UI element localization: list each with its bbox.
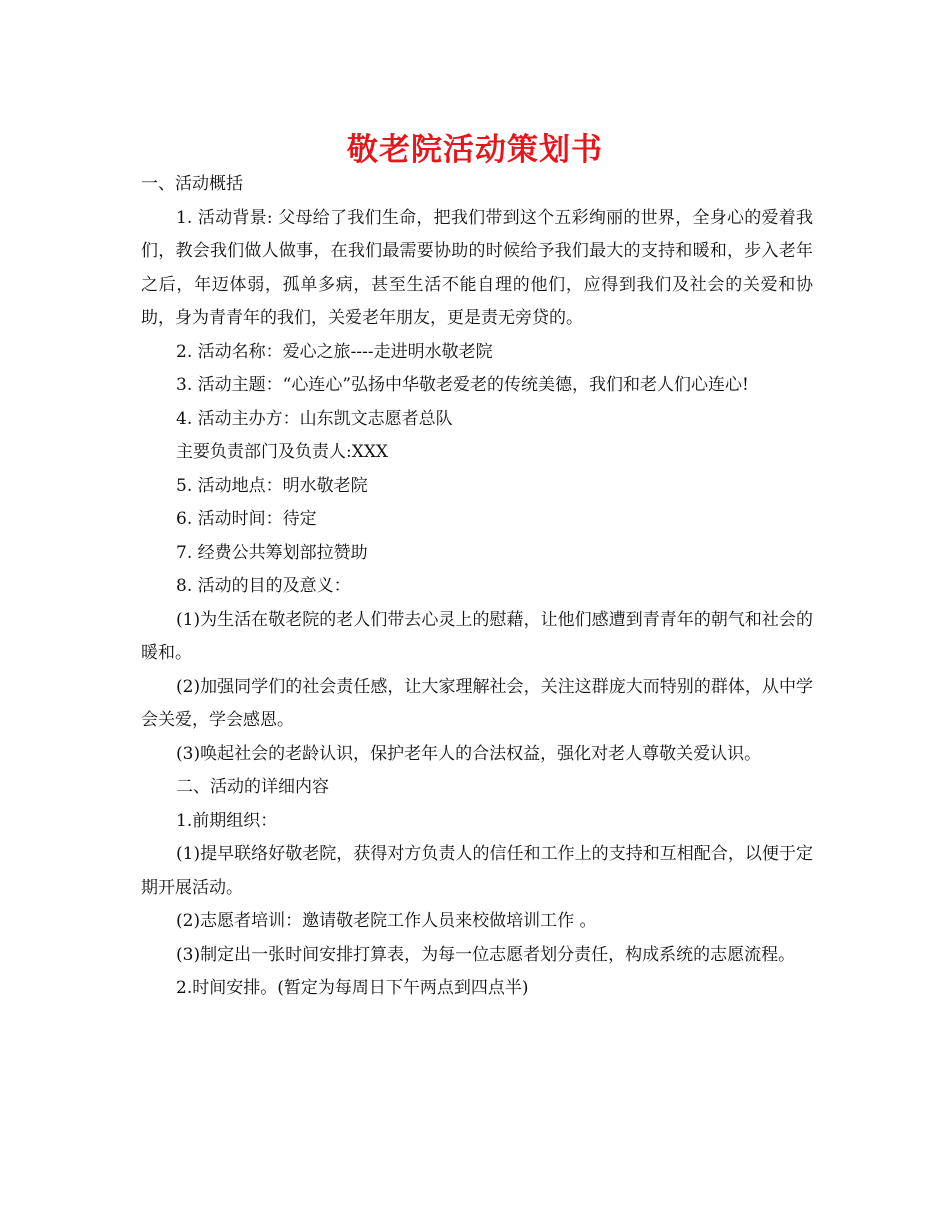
paragraph-preparation-3: (3)制定出一张时间安排打算表，为每一位志愿者划分责任，构成系统的志愿流程。 <box>176 944 796 965</box>
paragraph-location: 5. 活动地点：明水敬老院 <box>176 475 368 496</box>
paragraph-preparation-heading: 1.前期组织： <box>176 810 278 831</box>
paragraph-purpose-heading: 8. 活动的目的及意义： <box>176 576 351 596</box>
paragraph-responsible-department: 主要负责部门及负责人:XXX <box>176 442 389 462</box>
paragraph-preparation-2: (2)志愿者培训：邀请敬老院工作人员来校做培训工作 。 <box>176 911 597 931</box>
paragraph-purpose-3: (3)唤起社会的老龄认识，保护老年人的合法权益，强化对老人尊敬关爱认识。 <box>176 743 762 764</box>
section-heading-details: 二、活动的详细内容 <box>176 777 329 797</box>
paragraph-time: 6. 活动时间：待定 <box>176 509 317 529</box>
document-body <box>141 168 813 1006</box>
paragraph-background: 1. 活动背景: 父母给了我们生命，把我们带到这个五彩绚丽的世界，全身心的爱着我们，教会我们做人做事，在我们最需要协助的时候给予我们最大的支持和暖和，步入老年之后，年迈体弱，孤单多病，甚至生活不能自理的他们，应得到我们及社会的关爱和协助，身为青青年的我们，关爱老年朋友，更是责无旁贷的。 <box>141 207 813 328</box>
paragraph-purpose-2: (2)加强同学们的社会责任感，让大家理解社会，关注这群庞大而特别的群体，从中学会关爱，学会感恩。 <box>141 676 813 730</box>
section-heading-overview: 一、活动概括 <box>141 174 243 194</box>
paragraph-activity-name: 2. 活动名称：爱心之旅----走进明水敬老院 <box>176 341 493 362</box>
paragraph-purpose-1: (1)为生活在敬老院的老人们带去心灵上的慰藉，让他们感遭到青青年的朝气和社会的暖和。 <box>141 609 813 663</box>
paragraph-schedule: 2.时间安排。(暂定为每周日下午两点到四点半) <box>176 978 529 998</box>
paragraph-activity-theme: 3. 活动主题：“心连心”弘扬中华敬老爱老的传统美德，我们和老人们心连心! <box>176 375 749 395</box>
paragraph-preparation-1: (1)提早联络好敬老院，获得对方负责人的信任和工作上的支持和互相配合，以便于定期开展活动。 <box>141 844 813 898</box>
paragraph-funding: 7. 经费公共筹划部拉赞助 <box>176 542 368 563</box>
paragraph-organizer: 4. 活动主办方：山东凯文志愿者总队 <box>176 408 453 429</box>
document-title: 敬老院活动策划书 <box>347 132 603 168</box>
